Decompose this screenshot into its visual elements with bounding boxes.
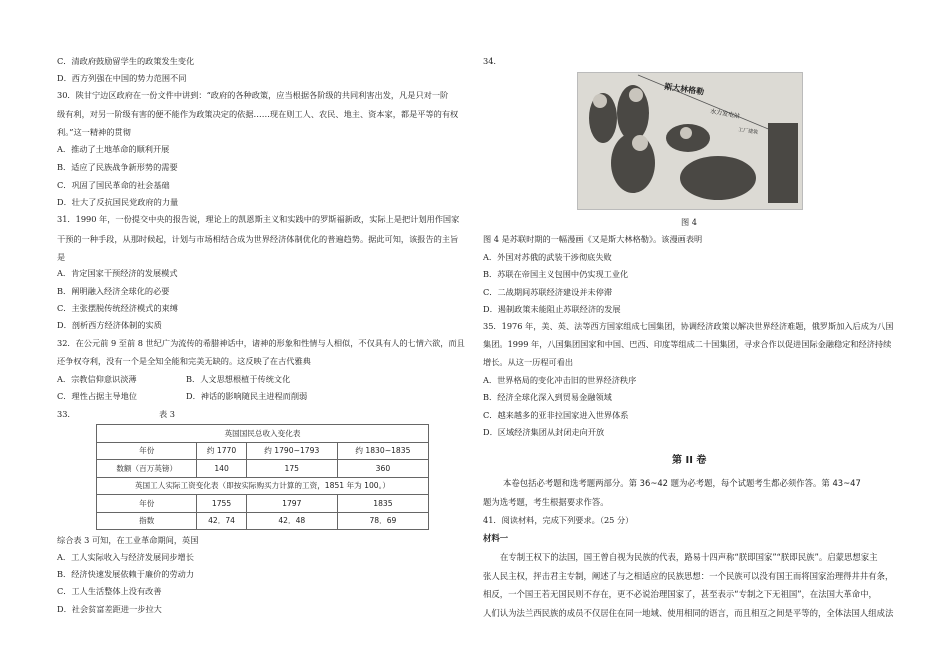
option-b: B．适应了民族战争新形势的需要 <box>57 162 178 172</box>
table-row <box>97 442 429 460</box>
option-d: D．社会贫富差距进一步拉大 <box>57 604 162 614</box>
option-a: A．推动了土地革命的顺利开展 <box>57 144 170 154</box>
question-number: 33. <box>57 409 71 419</box>
table-row <box>97 460 429 478</box>
cell: 1755 <box>197 495 246 513</box>
cartoon-label: 斯大林格勒 <box>663 81 705 97</box>
option-a: A．外国对苏俄的武装干涉彻底失败 <box>483 252 612 262</box>
question-text: 31．1990 年，一份提交中央的报告说，理论上的凯恩斯主义和实践中的罗斯福新政，实际上是把计划用作国家 <box>57 214 460 224</box>
question-number: 34. <box>483 56 497 66</box>
cell: 42．48 <box>246 512 337 530</box>
option-d: D．壮大了反抗国民党政府的力量 <box>57 197 179 207</box>
question-text: 还争权夺利，没有一个是全知全能和完美无缺的。这反映了在古代雅典 <box>57 356 311 366</box>
section-intro: 题为选考题，考生根据要求作答。 <box>483 497 609 507</box>
question-text: 41．阅读材料，完成下列要求。（25 分） <box>483 515 634 525</box>
table-row <box>97 512 429 530</box>
option-d: D．神话的影响随民主进程而削弱 <box>186 391 308 401</box>
question-text: 级有利，对另一阶级有害的便不能作为政策决定的依据……现在则工人、农民、地主、资本家，都是平等的有权 <box>57 109 459 119</box>
option-b: B．人文思想根植于传统文化 <box>186 374 291 384</box>
cartoon-image <box>577 72 803 210</box>
question-text: 30．陕甘宁边区政府在一份文件中讲到：“政府的各种政策，应当根据各阶级的共同利害出发，凡是只对一阶 <box>57 90 449 100</box>
question-text: 图 4 是苏联时期的一幅漫画《又是斯大林格勒》。该漫画表明 <box>483 234 703 244</box>
question-text: 32．在公元前 9 至前 8 世纪广为流传的希腊神话中，诸神的形象和性情与人相似，不仅具有人的七情六欲，而且 <box>57 338 465 348</box>
material-text: 相反，一个国王若无国民则不存在，更不必说治理国家了，甚至表示“专制之下无祖国”，在法国大革命中， <box>483 589 877 599</box>
option-c: C．清政府鼓励留学生的政策发生变化 <box>57 56 195 66</box>
material-text: 张人民主权，抨击君主专制，阐述了与之相适应的民族思想：一个民族可以没有国王而将国家治理得井井有条， <box>483 571 894 581</box>
option-a: A．世界格局的变化冲击旧的世界经济秩序 <box>483 375 637 385</box>
option-c: C．巩固了国民革命的社会基础 <box>57 180 170 190</box>
option-d: D．区域经济集团从封闭走向开放 <box>483 427 605 437</box>
option-c: C．二战期间苏联经济建设并未停滞 <box>483 287 613 297</box>
option-b: B．阐明融入经济全球化的必要 <box>57 286 170 296</box>
cell: 175 <box>246 460 337 478</box>
cell: 年份 <box>97 495 197 513</box>
table-title: 英国国民总收入变化表 <box>97 425 429 443</box>
table-label: 表 3 <box>159 409 175 419</box>
cell: 1797 <box>246 495 337 513</box>
section-intro: 本卷包括必考题和选考题两部分。第 36~42 题为必考题，每个试题考生都必须作答。第 43~47 <box>503 478 861 488</box>
option-b: B．经济快速发展依赖于廉价的劳动力 <box>57 569 195 579</box>
option-c: C．工人生活整体上没有改善 <box>57 586 162 596</box>
table-3 <box>96 424 429 530</box>
cell: 指数 <box>97 512 197 530</box>
cell: 42．74 <box>197 512 246 530</box>
svg-text:工厂建筑: 工厂建筑 <box>737 127 759 136</box>
option-a: A．肯定国家干预经济的发展模式 <box>57 268 178 278</box>
question-text: 增长。从这一历程可看出 <box>483 357 574 367</box>
option-b: B．经济全球化深入到贸易金融领域 <box>483 392 612 402</box>
option-c: C．越来越多的亚非拉国家进入世界体系 <box>483 410 629 420</box>
cell: 约 1790~1793 <box>246 442 337 460</box>
material-text: 在专制王权下的法国，国王曾自视为民族的代表，路易十四声称“朕即国家”“朕即民族”。启蒙思想家主 <box>500 552 878 562</box>
question-text: 35．1976 年，美、英、法等西方国家组成七国集团，协调经济政策以解决世界经济难题，俄罗斯加入后成为八国 <box>483 321 894 331</box>
question-text: 综合表 3 可知，在工业革命期间，英国 <box>57 535 199 545</box>
section-title: 第 II 卷 <box>672 455 707 466</box>
option-d: D．剖析西方经济体制的实质 <box>57 320 162 330</box>
question-text: 干预的一种手段，从那时候起，计划与市场相结合成为世界经济体制优化的普遍趋势。据此可知，该报告的主旨 <box>57 234 459 244</box>
option-c: C．主张摆脱传统经济模式的束缚 <box>57 303 178 313</box>
question-text: 是 <box>57 252 66 262</box>
material-text: 人们认为法兰西民族的成员不仅居住在同一地域、使用相同的语言，而且相互之间是平等的，全体法国人组成法 <box>483 608 894 618</box>
option-a: A．宗教信仰意识淡薄 <box>57 374 137 384</box>
material-label: 材料一 <box>483 533 509 543</box>
cell: 360 <box>337 460 428 478</box>
cell: 数额（百万英镑） <box>97 460 197 478</box>
cell: 年份 <box>97 442 197 460</box>
table-row <box>97 495 429 513</box>
cell: 140 <box>197 460 246 478</box>
option-a: A．工人实际收入与经济发展同步增长 <box>57 552 194 562</box>
cell: 约 1770 <box>197 442 246 460</box>
svg-text:水力发电站: 水力发电站 <box>709 108 741 121</box>
cell: 1835 <box>337 495 428 513</box>
question-text: 集团。1999 年，八国集团国家和中国、巴西、印度等组成二十国集团，寻求合作以促进国际金融稳定和经济持续 <box>483 339 892 349</box>
option-d: D．西方列强在中国的势力范围不同 <box>57 73 187 83</box>
option-b: B．苏联在帝国主义包围中仍实现工业化 <box>483 269 629 279</box>
figure-caption: 图 4 <box>681 217 697 227</box>
option-c: C．理性占据主导地位 <box>57 391 137 401</box>
cell: 78．69 <box>337 512 428 530</box>
table-title: 英国工人实际工资变化表（即按实际购买力计算的工资，1851 年为 100。） <box>97 477 429 495</box>
cell: 约 1830~1835 <box>337 442 428 460</box>
option-d: D．遏制政策未能阻止苏联经济的发展 <box>483 304 621 314</box>
question-text: 利。”这一精神的贯彻 <box>57 127 131 137</box>
